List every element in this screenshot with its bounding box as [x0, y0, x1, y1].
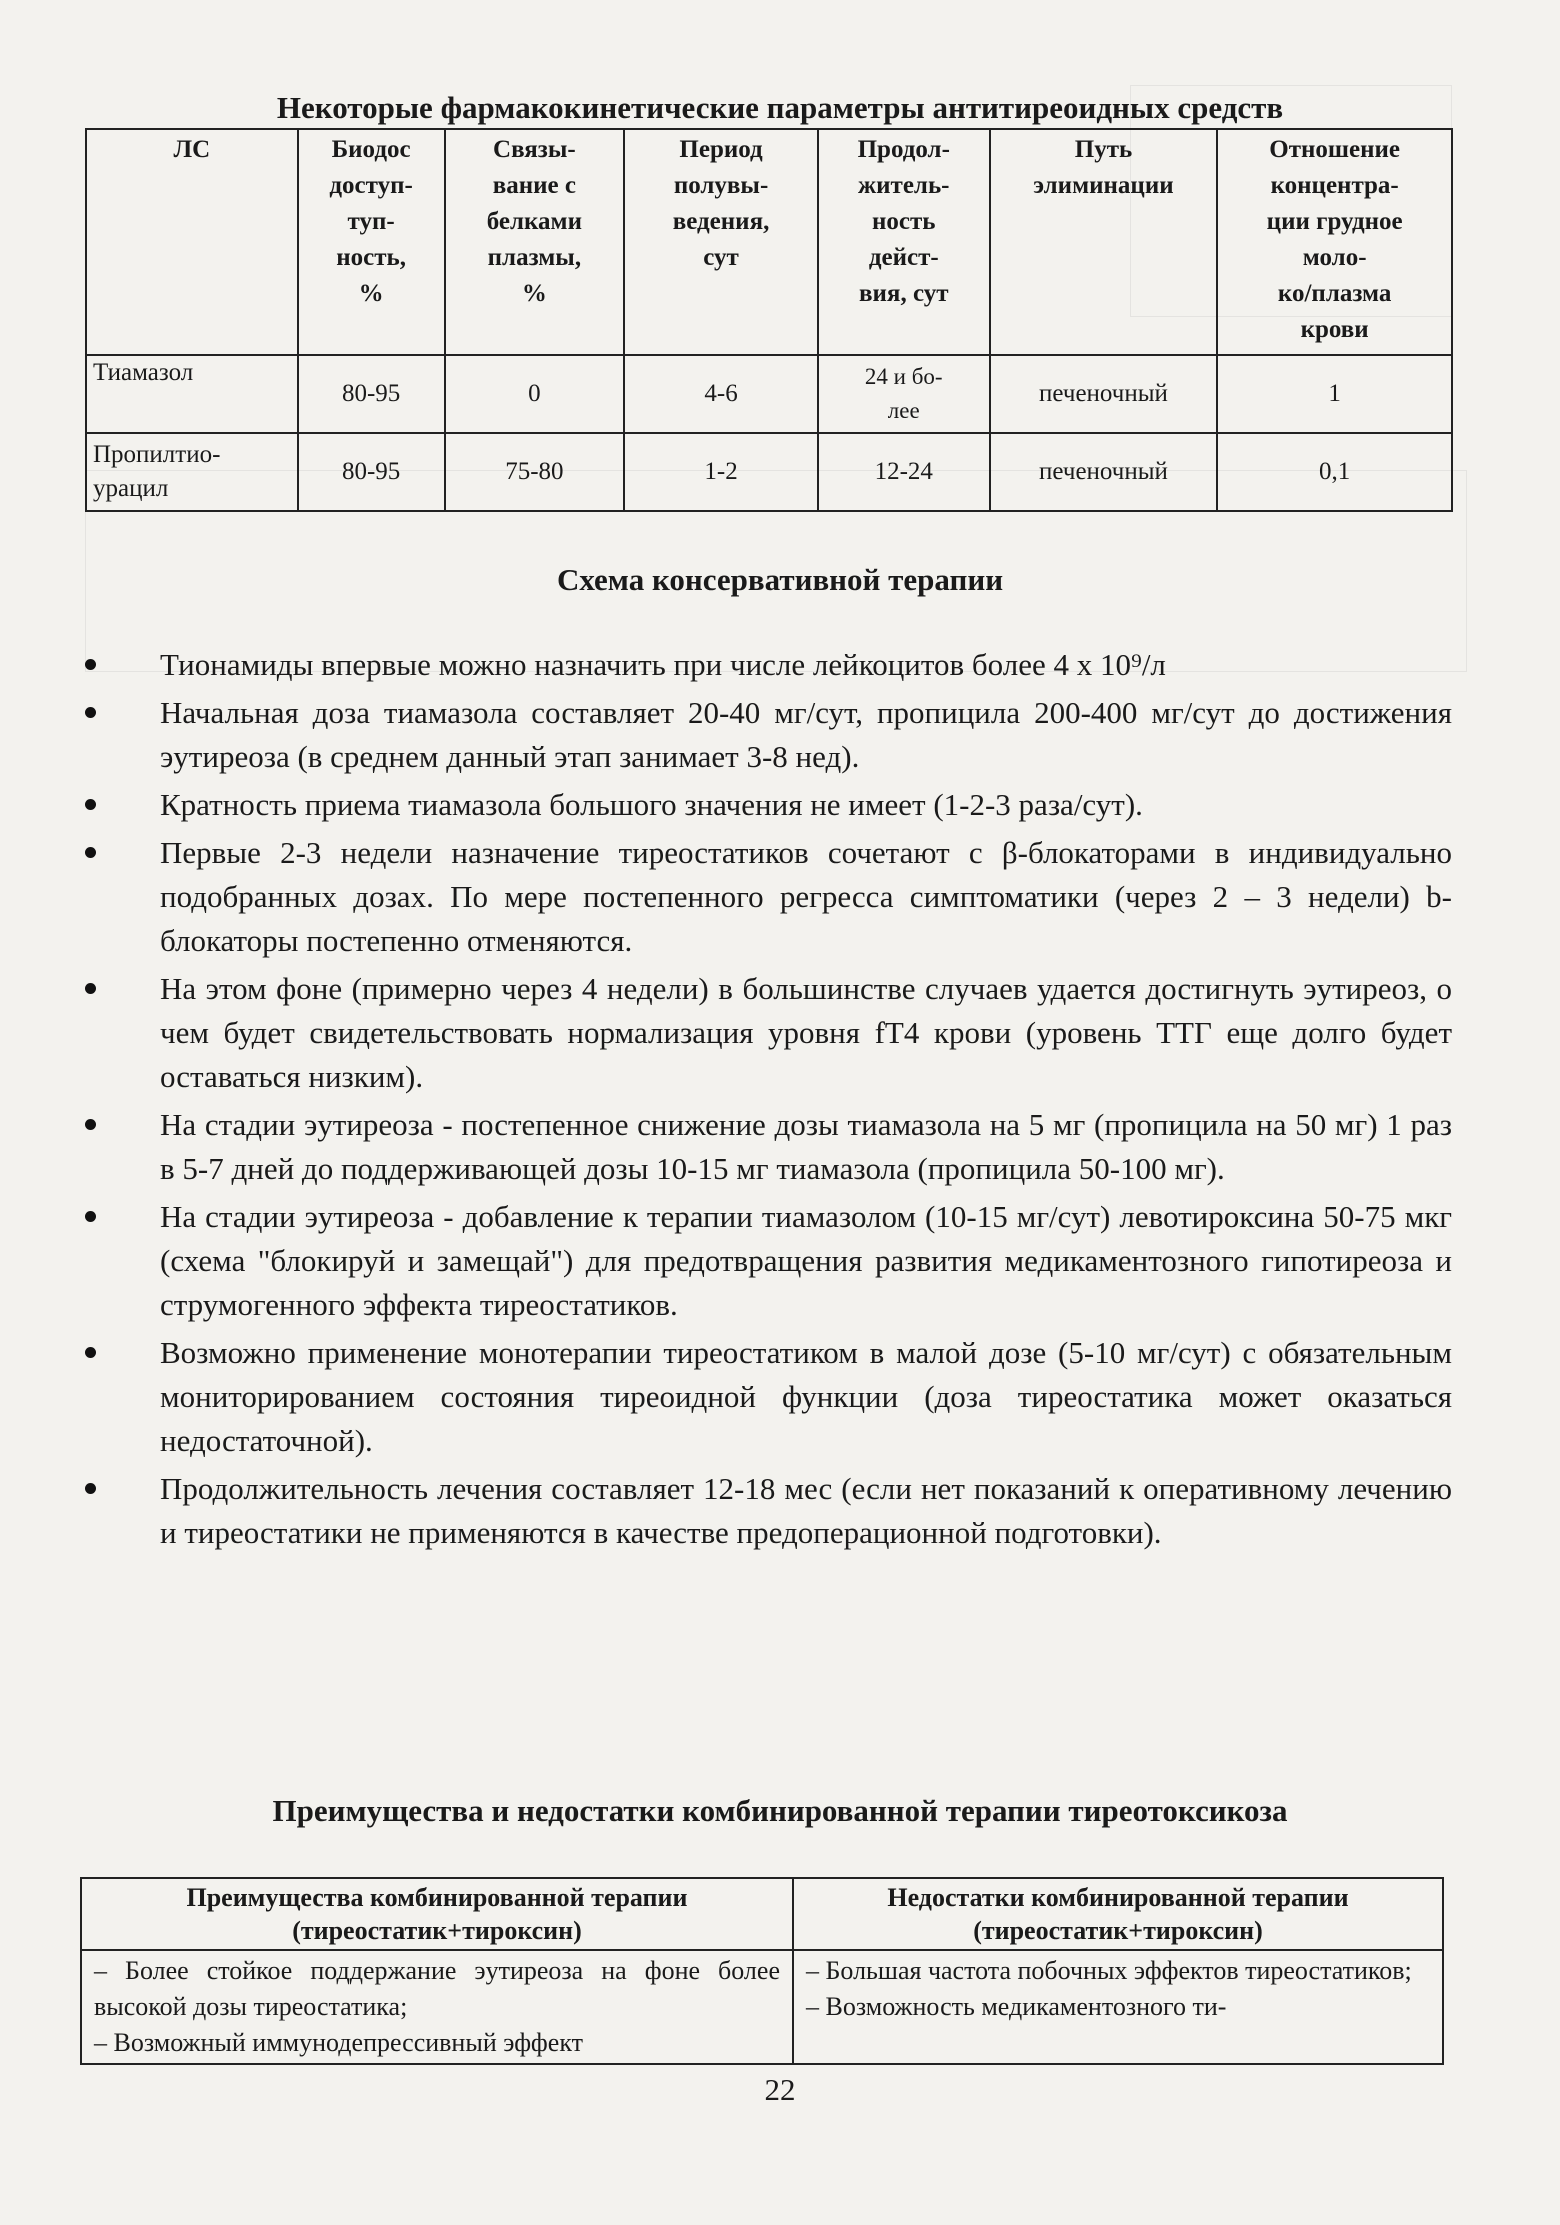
- scheme-title: Схема консервативной терапии: [556, 562, 1004, 597]
- pk-value: 80-95: [341, 380, 401, 407]
- pk-value: 1-2: [704, 458, 738, 485]
- list-item-text: Возможно применение монотерапии тиреостатиком в малой дозе (5-10 мг/сут) с обязательным мониторированием состояния тиреоидной функции (доза тиреостатика может оказаться недостаточной).: [160, 1335, 1452, 1458]
- pk-header-elimination: Путь элиминации: [1033, 136, 1174, 199]
- list-item: [85, 831, 1452, 963]
- list-item: [85, 1331, 1452, 1463]
- list-item-text: Продолжительность лечения составляет 12-18 мес (если нет показаний к оперативному лечению и тиреостатики не применяются в качестве предоперационной подготовки).: [160, 1471, 1452, 1550]
- pk-cell: [86, 355, 298, 433]
- pk-header-duration: Продол- житель- ность дейст- вия, сут: [857, 136, 950, 307]
- pk-value: 80-95: [341, 458, 401, 485]
- combo-header-cell: [793, 1878, 1443, 1950]
- pk-value: 1: [1328, 380, 1341, 407]
- pk-drug-name: Тиамазол: [93, 359, 194, 386]
- pk-cell: [86, 433, 298, 511]
- combo-disadvantage-item: – Возможность медикаментозного ти-: [806, 1992, 1227, 2021]
- pk-value: 24 и бо- лее: [864, 364, 943, 423]
- combo-header-disadvantages: Недостатки комбинированной терапии (тиреостатик+тироксин): [887, 1883, 1349, 1945]
- combo-header-advantages: Преимущества комбинированной терапии (тиреостатик+тироксин): [186, 1883, 688, 1945]
- list-item: [85, 1195, 1452, 1327]
- combo-body-row: [81, 1950, 1443, 2064]
- list-item-text: На стадии эутиреоза - добавление к терапии тиамазолом (10-15 мг/сут) левотироксина 50-75 мкг (схема "блокируй и замещай") для предотвращения развития медикаментозного гипотиреоза и струмогенного эффекта тиреостатиков.: [160, 1199, 1452, 1322]
- pk-header-bioavailability: Биодос доступ- туп- ность, %: [329, 136, 413, 307]
- pk-header-drug: ЛС: [173, 136, 211, 163]
- page-number: 22: [764, 2072, 796, 2107]
- pk-parameters-table: [85, 128, 1453, 512]
- pk-header-cell: [818, 129, 990, 355]
- pk-value: 0: [528, 380, 541, 407]
- combo-header-row: [81, 1878, 1443, 1950]
- pk-header-cell: [1217, 129, 1452, 355]
- pk-value: 0,1: [1319, 458, 1351, 485]
- list-item: [85, 1103, 1452, 1191]
- pk-cell: [818, 355, 990, 433]
- list-item: [85, 783, 1452, 827]
- pk-cell: [298, 355, 445, 433]
- list-item: [85, 643, 1452, 687]
- pk-cell: [445, 355, 625, 433]
- pk-cell: [624, 355, 818, 433]
- list-item: [85, 967, 1452, 1099]
- pk-header-cell: [445, 129, 625, 355]
- pk-header-cell: [990, 129, 1218, 355]
- list-item-text: Кратность приема тиамазола большого значения не имеет (1-2-3 раза/сут).: [160, 787, 1143, 822]
- pk-cell: [1217, 433, 1452, 511]
- therapy-scheme-list: [85, 643, 1452, 1559]
- pk-cell: [818, 433, 990, 511]
- pk-cell: [445, 433, 625, 511]
- pk-table-title: Некоторые фармакокинетические параметры антитиреоидных средств: [276, 90, 1284, 125]
- pk-cell: [1217, 355, 1452, 433]
- combo-therapy-table: [80, 1877, 1444, 2065]
- combo-disadvantage-item: – Большая частота побочных эффектов тиреостатиков;: [806, 1956, 1412, 1985]
- pk-value: печеночный: [1039, 380, 1168, 407]
- pk-header-row: [86, 129, 1452, 355]
- list-item-text: Первые 2-3 недели назначение тиреостатиков сочетают с β-блокаторами в индивидуально подобранных дозах. По мере постепенного регресса симптоматики (через 2 – 3 недели) b-блокаторы постепенно отменяются.: [160, 835, 1452, 958]
- list-item: [85, 1467, 1452, 1555]
- pk-drug-name: Пропилтио- урацил: [93, 441, 221, 502]
- pk-value: 75-80: [505, 458, 564, 485]
- pk-header-cell: [298, 129, 445, 355]
- list-item: [85, 691, 1452, 779]
- list-item-text: На стадии эутиреоза - постепенное снижение дозы тиамазола на 5 мг (пропицила на 50 мг) 1 раз в 5-7 дней до поддерживающей дозы 10-15 мг тиамазола (пропицила 50-100 мг).: [160, 1107, 1452, 1186]
- combo-advantage-item: – Более стойкое поддержание эутиреоза на фоне более высокой дозы тиреостатика;: [94, 1956, 780, 2021]
- pk-header-milk-ratio: Отношение концентра- ции грудное моло- ко/плазма крови: [1266, 136, 1403, 343]
- pk-header-cell: [624, 129, 818, 355]
- pk-cell: [990, 355, 1218, 433]
- pk-row-propylthiouracil: [86, 433, 1452, 511]
- combo-advantage-item: – Возможный иммунодепрессивный эффект: [94, 2028, 583, 2057]
- combo-header-cell: [81, 1878, 793, 1950]
- pk-header-protein-binding: Связы- вание с белками плазмы, %: [486, 136, 582, 307]
- pk-cell: [298, 433, 445, 511]
- list-item-text: Тионамиды впервые можно назначить при числе лейкоцитов более 4 х 10⁹/л: [160, 647, 1166, 682]
- pk-cell: [624, 433, 818, 511]
- pk-value: 4-6: [704, 380, 738, 407]
- pk-row-thiamazole: [86, 355, 1452, 433]
- pk-cell: [990, 433, 1218, 511]
- combo-cell: [81, 1950, 793, 2064]
- pk-value: 12-24: [874, 458, 933, 485]
- list-item-text: На этом фоне (примерно через 4 недели) в большинстве случаев удается достигнуть эутиреоз, о чем будет свидетельствовать нормализация уровня fT4 крови (уровень ТТГ еще долго будет оставаться низким).: [160, 971, 1452, 1094]
- pk-value: печеночный: [1039, 458, 1168, 485]
- combo-cell: [793, 1950, 1443, 2064]
- pk-header-half-life: Период полувы- ведения, сут: [672, 136, 770, 271]
- list-item-text: Начальная доза тиамазола составляет 20-40 мг/сут, пропицила 200-400 мг/сут до достижения эутиреоза (в среднем данный этап занимает 3-8 нед).: [160, 695, 1452, 774]
- combo-table-title: Преимущества и недостатки комбинированной терапии тиреотоксикоза: [272, 1793, 1288, 1828]
- pk-header-cell: [86, 129, 298, 355]
